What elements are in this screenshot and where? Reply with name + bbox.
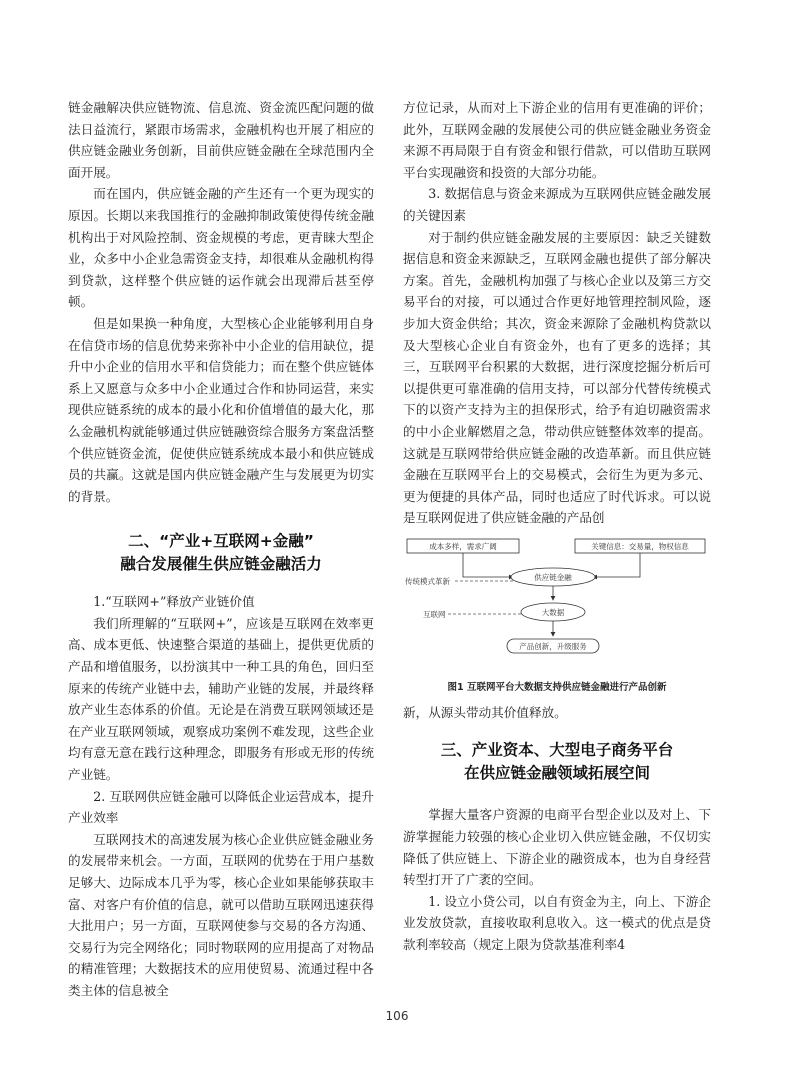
label-internet: 互联网 xyxy=(423,609,446,619)
section-heading-line: 二、“产业+互联网+金融” xyxy=(128,532,314,551)
ellipse-big-data-label: 大数据 xyxy=(541,607,565,617)
subheading: 1.“互联网+”释放产业链价值 xyxy=(93,594,255,610)
figure-1 xyxy=(403,537,711,693)
right-column xyxy=(403,97,711,956)
paragraph: 链金融解决供应链物流、信息流、资金流匹配问题的做法日益流行，紧跟市场需求，金融机构也开展了相应的供应链金融业务创新，目前供应链金融在全球范围内全面开展。 xyxy=(68,100,374,180)
paragraph: 而在国内，供应链金融的产生还有一个更为现实的原因。长期以来我国推行的金融抑制政策使得传统金融机构出于对风险控制、资金规模的考虑，更青睐大型企业，众多中小企业急需资金支持，却很难从金融机构得到贷款，这样整个供应链的运作就会出现滞后甚至停顿。 xyxy=(68,186,374,310)
subheading: 2. 互联网供应链金融可以降低企业运营成本，提升产业效率 xyxy=(68,788,374,826)
box-top-right-label: 关键信息：交易量，物权信息 xyxy=(591,541,689,551)
connector-line xyxy=(593,553,640,577)
paragraph: 互联网技术的高速发展为核心企业供应链金融业务的发展带来机会。一方面，互联网的优势在于用户基数足够大、边际成本几乎为零，核心企业如果能够获取丰富、对客户有价值的信息，就可以借助互联网迅速获得大批用户；另一方面，互联网使参与交易的各方沟通、交易行为完全网络化；同时物联网的应用提高了对物品的精准管理；大数据技术的应用使贸易、流通过程中各类主体的信息被全 xyxy=(68,831,374,998)
paragraph: 但是如果换一种角度，大型核心企业能够利用自身在信贷市场的信息优势来弥补中小企业的信用缺位，提升中小企业的信用水平和信贷能力；而在整个供应链体系上又愿意与众多中小企业通过合作和协同运营，来实现供应链系统的成本的最小化和价值增值的最大化，那么金融机构就能够通过供应链融资综合服务方案盘活整个供应链资金流，促使供应链系统成本最小和供应链成员的共赢。这就是国内供应链金融产生与发展更为切实的背景。 xyxy=(68,315,374,504)
ellipse-supply-chain-finance-label: 供应链金融 xyxy=(534,572,572,582)
subheading: 3. 数据信息与资金来源成为互联网供应链金融发展的关键因素 xyxy=(403,186,711,223)
paragraph: 1. 设立小贷公司，以自有资金为主，向上、下游企业发放贷款，直接收取利息收入。这一模式的优点是贷款利率较高（规定上限为贷款基准利率4 xyxy=(403,893,711,953)
paragraph: 对于制约供应链金融发展的主要原因：缺乏关键数据信息和资金来源缺乏，互联网金融也提供了部分解决方案。首先，金融机构加强了与核心企业以及第三方交易平台的对接，可以通过合作更好地管理控制风险，逐步加大资金供给；其次，资金来源除了金融机构贷款以及大型核心企业自有资金外，也有了更多的选择；其三，互联网平台积累的大数据，进行深度挖掘分析后可以提供更可靠准确的信用支持，可以部分代替传统模式下的以资产支持为主的担保形式，给予有迫切融资需求的中小企业解燃眉之急，带动供应链整体效率的提高。这就是互联网带给供应链金融的改造革新。而且供应链金融在互联网平台上的交易模式，会衍生为更为多元、更为便捷的具体产品，同时也适应了时代诉求。可以说是互联网促进了供应链金融的产品创 xyxy=(403,229,711,526)
page-number: 106 xyxy=(385,1009,409,1023)
paragraph: 我们所理解的“互联网+”，应该是互联网在效率更高、成本更低、快速整合渠道的基础上，提供更优质的产品和增值服务，以扮演其中一种工具的角色，回归至原来的传统产业链中去，辅助产业链的发展，并最终释放产业生态体系的价值。无论是在消费互联网领域还是在产业互联网领域，观察成功案例不难发现，这些企业均有意无意在践行这种理念，即服务有形或无形的传统产业链。 xyxy=(68,615,374,783)
left-column xyxy=(68,97,374,1002)
paragraph: 方位记录，从而对上下游企业的信用有更准确的评价；此外，互联网金融的发展使公司的供应链金融业务资金来源不再局限于自有资金和银行借款，可以借助互联网平台实现融资和投资的大部分功能。 xyxy=(403,100,711,180)
box-top-left-label: 成本多样，需求广阔 xyxy=(429,541,497,551)
box-bottom-label: 产品创新，升级服务 xyxy=(519,641,587,651)
section-heading-3 xyxy=(403,739,711,785)
label-traditional-mode: 传统模式革新 xyxy=(405,576,450,586)
figure-caption: 图1 互联网平台大数据支持供应链金融进行产品创新 xyxy=(447,681,667,693)
section-heading-line: 三、产业资本、大型电子商务平台 xyxy=(440,741,674,760)
paragraph: 新，从源头带动其价值释放。 xyxy=(403,704,567,720)
paragraph: 掌握大量客户资源的电商平台型企业以及对上、下游掌握能力较强的核心企业切入供应链金融，不仅切实降低了供应链上、下游企业的融资成本，也为自身经营转型打开了广袤的空间。 xyxy=(403,807,711,888)
section-heading-line: 在供应链金融领域拓展空间 xyxy=(463,764,650,783)
connector-line xyxy=(463,553,513,577)
section-heading-2 xyxy=(68,530,374,576)
section-heading-line: 融合发展催生供应链金融活力 xyxy=(120,555,322,574)
figure-diagram xyxy=(403,537,711,669)
